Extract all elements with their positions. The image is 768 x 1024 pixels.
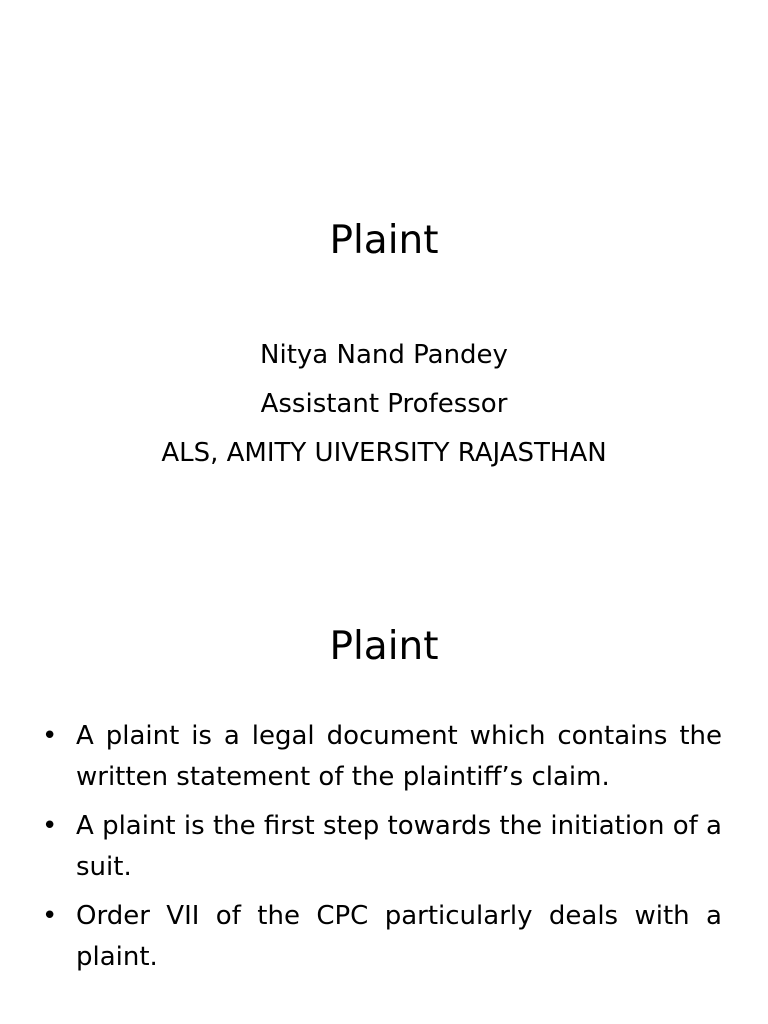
bullet-item bbox=[42, 806, 722, 888]
subtitle-block bbox=[0, 331, 768, 478]
slide-title: Plaint bbox=[329, 624, 439, 669]
author-affiliation: ALS, AMITY UIVERSITY RAJASTHAN bbox=[161, 438, 607, 468]
author-name: Nitya Nand Pandey bbox=[260, 340, 508, 370]
bullet-marker: • bbox=[42, 721, 58, 751]
author-position: Assistant Professor bbox=[260, 389, 508, 419]
bullet-list bbox=[42, 716, 722, 986]
bullet-marker: • bbox=[42, 901, 58, 931]
content-slide bbox=[0, 576, 768, 1024]
bullet-item bbox=[42, 716, 722, 798]
bullet-text: Order VII of the CPC particularly deals with a plaint. bbox=[76, 901, 722, 972]
bullet-marker: • bbox=[42, 811, 58, 841]
bullet-text: A plaint is the first step towards the initiation of a suit. bbox=[76, 811, 722, 882]
bullet-text: A plaint is a legal document which contains the written statement of the plaintiff’s claim. bbox=[76, 721, 722, 792]
slide-title: Plaint bbox=[329, 218, 439, 263]
bullet-item bbox=[42, 896, 722, 978]
